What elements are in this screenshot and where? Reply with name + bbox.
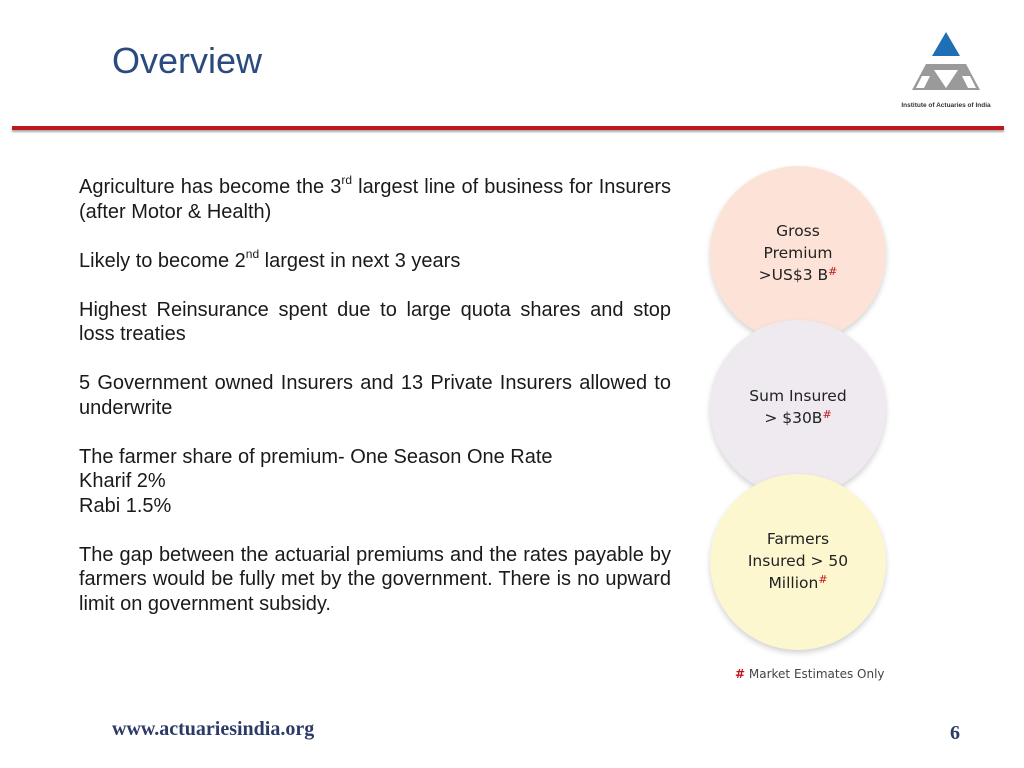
farmers-insured-circle [710,474,886,650]
gross-premium-circle [710,166,886,342]
estimate-mark: # [828,265,838,278]
paragraph-farmer-share: The farmer share of premium- One Season One Rate Kharif 2% Rabi 1.5% [79,445,553,517]
page-title: Overview [112,40,263,81]
bullet-content [79,175,671,641]
footer-website-link[interactable]: www.actuariesindia.org [112,718,315,740]
farmers-insured-text: Farmers Insured > 50 Million# [747,530,849,592]
estimate-footnote: # Market Estimates Only [735,667,885,681]
sum-insured-circle [710,320,886,496]
gross-premium-text: Gross Premium >US$3 B# [758,222,838,284]
header-divider [12,126,1004,130]
paragraph-business-line: Agriculture has become the 3rd largest line of business for Insurers (after Motor & Health) [79,173,671,223]
paragraph-subsidy: The gap between the actuarial premiums and the rates payable by farmers would be fully met by the government. There is no upward limit on government subsidy. [79,543,671,615]
paragraph-insurers-count: 5 Government owned Insurers and 13 Private Insurers allowed to underwrite [79,372,671,419]
logo-emblem-icon [906,30,986,102]
estimate-mark: # [818,573,828,586]
paragraph-second-largest: Likely to become 2nd largest in next 3 years [79,246,461,272]
page-number: 6 [950,722,960,744]
sum-insured-text: Sum Insured > $30B# [749,387,847,427]
paragraph-reinsurance: Highest Reinsurance spent due to large quota shares and stop loss treaties [79,298,671,345]
institute-logo [898,30,994,112]
estimate-mark: # [822,408,832,421]
logo-caption: Institute of Actuaries of India [901,102,991,109]
